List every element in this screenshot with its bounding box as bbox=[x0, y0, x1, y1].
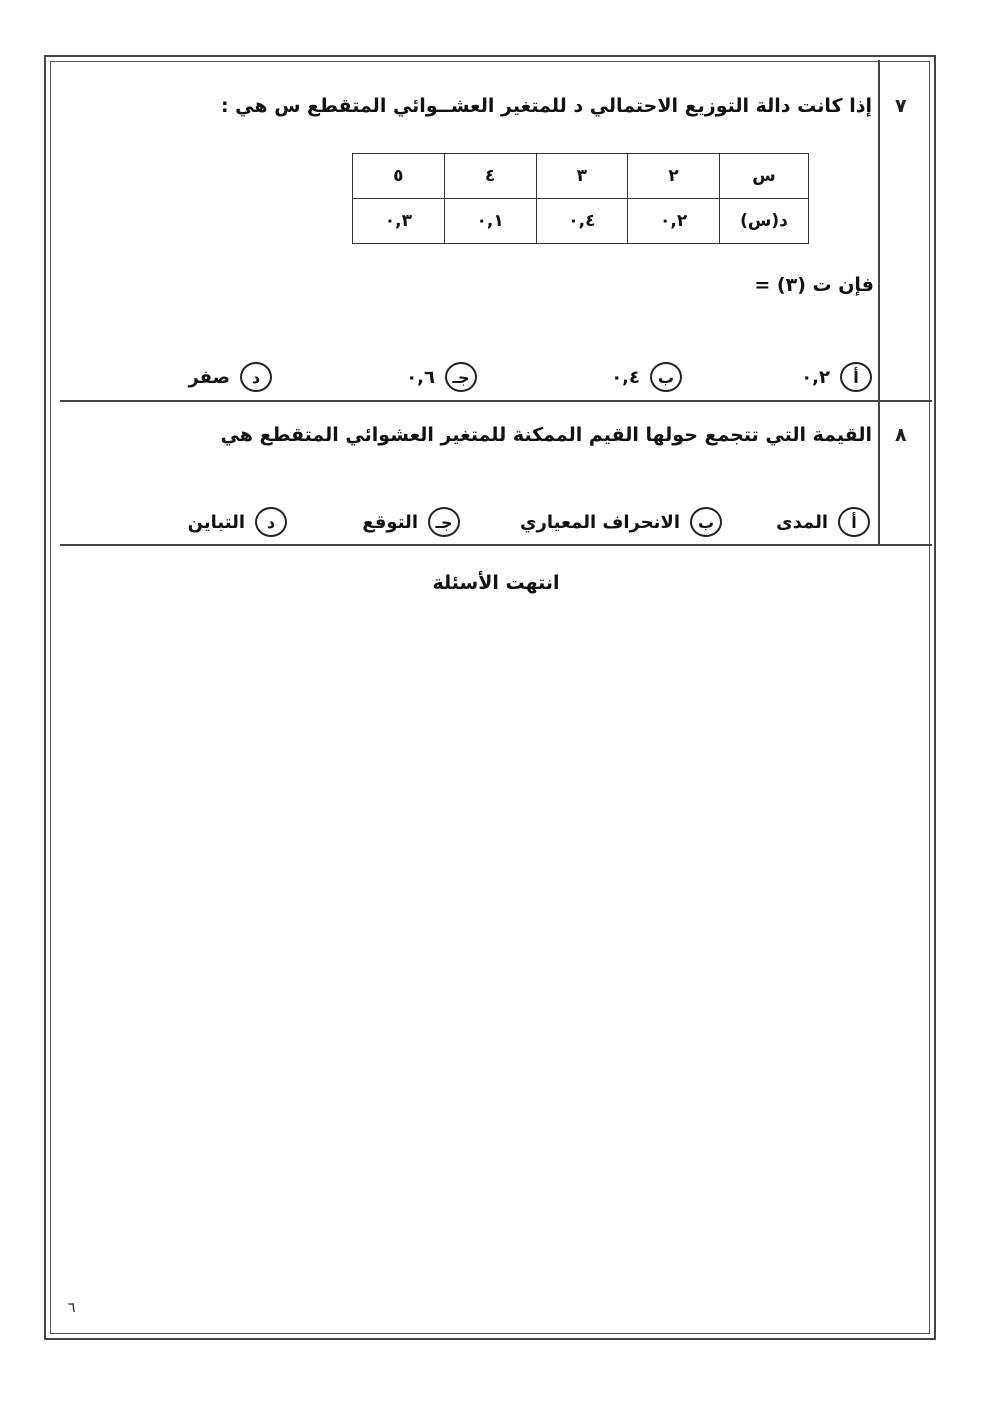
table-cell: ٤ bbox=[444, 154, 536, 199]
choice-text: الانحراف المعياري bbox=[520, 511, 680, 533]
choice-letter-bubble: ب bbox=[650, 362, 682, 392]
choice-text: ٠,٤ bbox=[611, 366, 640, 388]
choice-letter-bubble: د bbox=[255, 507, 287, 537]
table-row bbox=[353, 199, 809, 244]
number-column-divider bbox=[878, 60, 880, 546]
choice-text: التباين bbox=[187, 511, 245, 533]
question-8-text: القيمة التي تتجمع حولها القيم الممكنة للمتغير العشوائي المتقطع هي bbox=[220, 424, 872, 446]
q7-choice-b[interactable] bbox=[611, 362, 682, 392]
q7-choice-d[interactable] bbox=[188, 362, 272, 392]
choice-letter-bubble: د bbox=[240, 362, 272, 392]
choice-letter-bubble: أ bbox=[838, 507, 870, 537]
distribution-table bbox=[352, 153, 809, 244]
table-cell: ٠,١ bbox=[444, 199, 536, 244]
question-7-prompt: فإن ت (٣) = bbox=[754, 274, 874, 296]
q8-choice-d[interactable] bbox=[188, 507, 287, 537]
table-header-label: س bbox=[720, 154, 809, 199]
table-cell: ٠,٣ bbox=[353, 199, 445, 244]
question-7-number: ٧ bbox=[895, 95, 907, 117]
table-cell: ٠,٢ bbox=[628, 199, 720, 244]
choice-letter-bubble: جـ bbox=[445, 362, 477, 392]
choice-text: صفر bbox=[188, 366, 230, 388]
choice-text: ٠,٢ bbox=[801, 366, 830, 388]
choice-letter-bubble: جـ bbox=[428, 507, 460, 537]
choice-letter-bubble: أ bbox=[840, 362, 872, 392]
q8-choice-b[interactable] bbox=[520, 507, 722, 537]
question-7-text: إذا كانت دالة التوزيع الاحتمالي د للمتغير العشــوائي المتقطع س هي : bbox=[220, 95, 872, 117]
table-cell: ٥ bbox=[353, 154, 445, 199]
page-number: ٦ bbox=[68, 1300, 76, 1316]
q7-choice-c[interactable] bbox=[406, 362, 477, 392]
question-divider bbox=[60, 400, 932, 402]
choice-text: المدى bbox=[776, 511, 828, 533]
table-cell: ٢ bbox=[628, 154, 720, 199]
q7-choice-a[interactable] bbox=[801, 362, 872, 392]
page-frame bbox=[44, 55, 936, 1340]
table-cell: ٣ bbox=[536, 154, 628, 199]
end-of-questions: انتهت الأسئلة bbox=[432, 572, 560, 594]
q8-choice-a[interactable] bbox=[776, 507, 870, 537]
q8-choice-c[interactable] bbox=[362, 507, 460, 537]
choice-text: ٠,٦ bbox=[406, 366, 435, 388]
choice-text: التوقع bbox=[362, 511, 418, 533]
table-row bbox=[353, 154, 809, 199]
table-cell: ٠,٤ bbox=[536, 199, 628, 244]
section-divider bbox=[60, 544, 932, 546]
question-8-number: ٨ bbox=[895, 424, 907, 446]
table-row-label: د(س) bbox=[720, 199, 809, 244]
choice-letter-bubble: ب bbox=[690, 507, 722, 537]
